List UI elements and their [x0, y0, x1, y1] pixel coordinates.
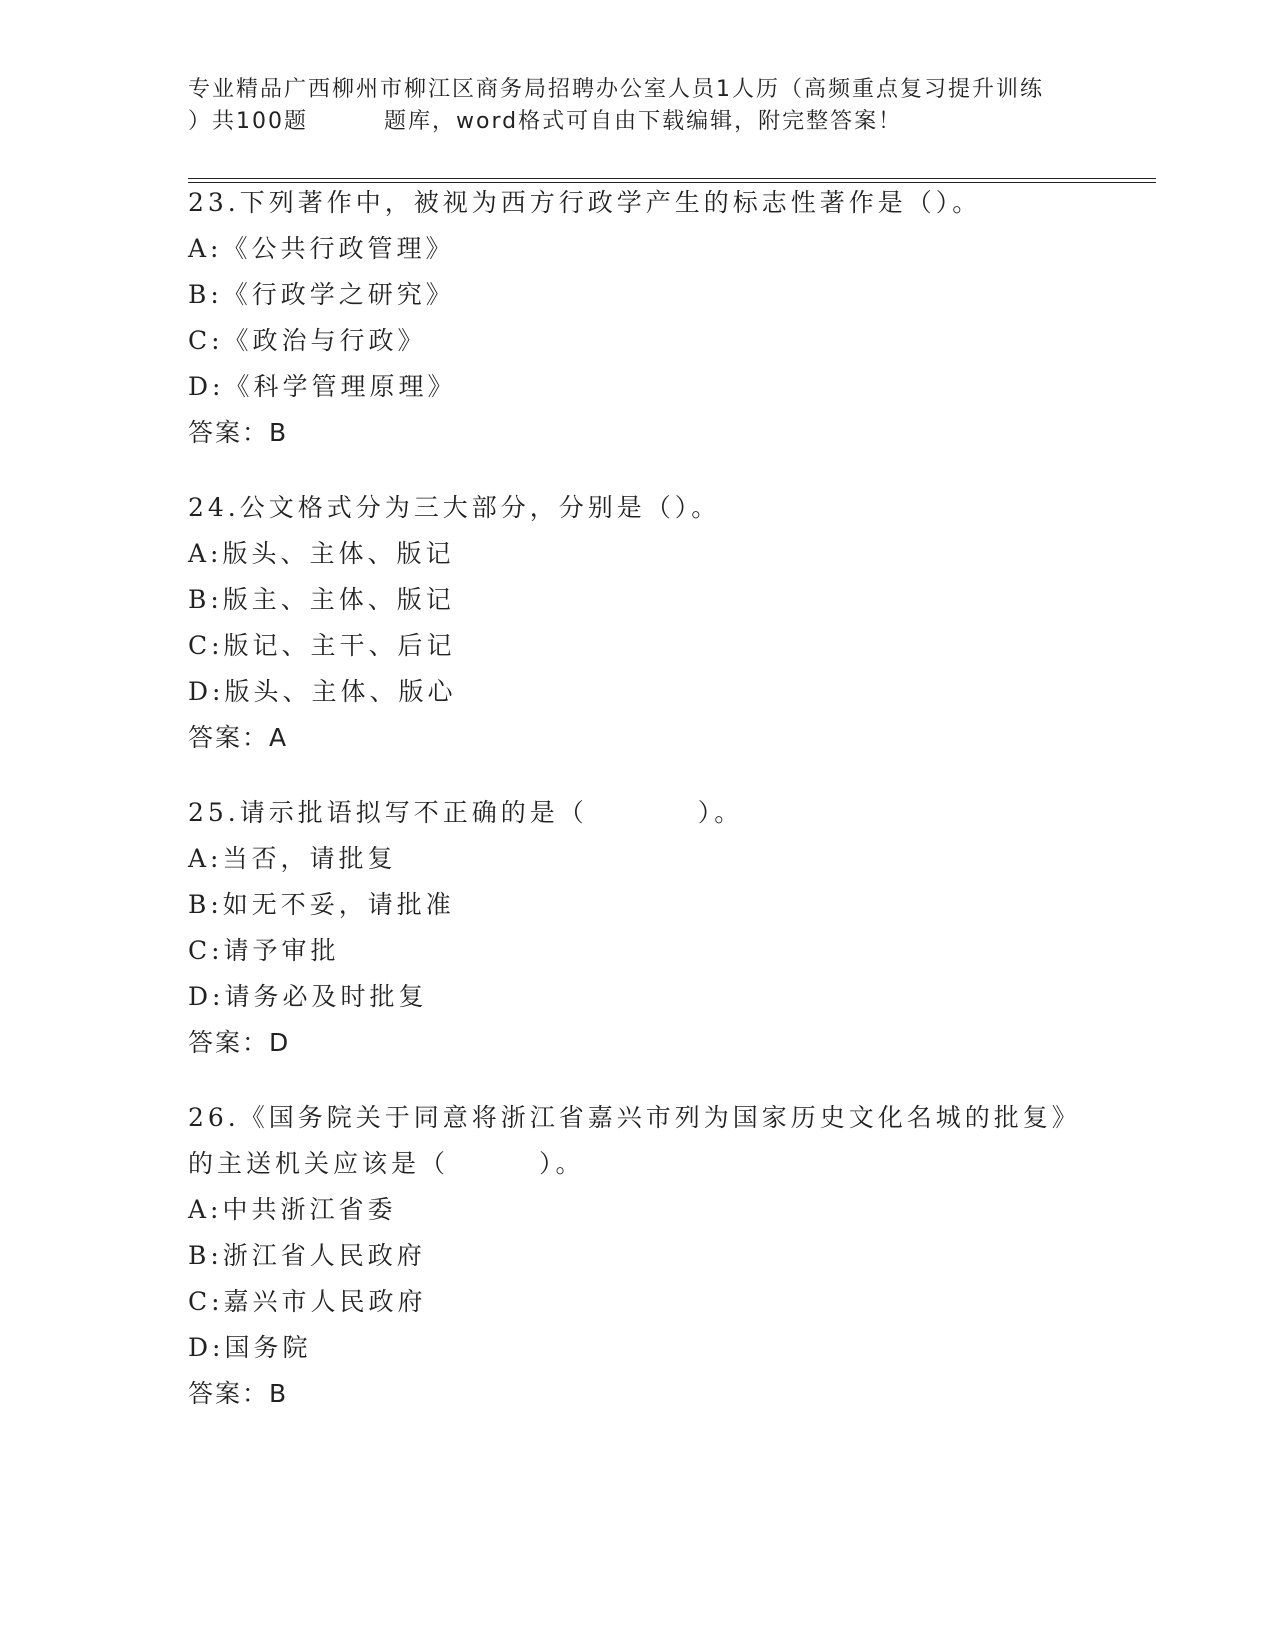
- option-d: D:请务必及时批复: [188, 982, 428, 1011]
- option-c: C:嘉兴市人民政府: [188, 1287, 427, 1316]
- header-line-2-part-a: ）共100题: [188, 109, 308, 134]
- option-b: B:如无不妥，请批准: [188, 890, 455, 919]
- document-page: [188, 0, 1156, 1650]
- option-a: A:中共浙江省委: [188, 1195, 397, 1224]
- question-stem-part-a: 的主送机关应该是（: [188, 1149, 450, 1178]
- header-line-1: 专业精品广西柳州市柳江区商务局招聘办公室人员1人历（高频重点复习提升训练: [188, 77, 1044, 102]
- question-stem: 23.下列著作中，被视为西方行政学产生的标志性著作是（）。: [188, 188, 982, 217]
- answer-label: 答案：D: [188, 1028, 291, 1057]
- header-line-2: [188, 106, 1108, 138]
- answer-label: 答案：B: [188, 418, 289, 447]
- option-c: C:请予审批: [188, 936, 340, 965]
- question-stem: [188, 790, 1088, 836]
- option-d: D:《科学管理原理》: [188, 372, 457, 401]
- option-a: A:《公共行政管理》: [188, 234, 455, 263]
- question-stem-part-b: ）。: [697, 798, 744, 827]
- question-stem: 24.公文格式分为三大部分，分别是（）。: [188, 493, 721, 522]
- option-a: A:当否，请批复: [188, 844, 397, 873]
- question-24: [188, 485, 1088, 761]
- answer-label: 答案：A: [188, 723, 289, 752]
- option-b: B:版主、主体、版记: [188, 585, 455, 614]
- question-stem-part-b: ）。: [539, 1149, 585, 1178]
- question-stem-part-a: 25.请示批语拟写不正确的是（: [188, 798, 588, 827]
- option-c: C:版记、主干、后记: [188, 631, 456, 660]
- option-d: D:版头、主体、版心: [188, 677, 457, 706]
- question-23: [188, 180, 1088, 456]
- answer-label: 答案：B: [188, 1379, 289, 1408]
- question-26: [188, 1095, 1088, 1417]
- option-d: D:国务院: [188, 1333, 312, 1362]
- option-a: A:版头、主体、版记: [188, 539, 455, 568]
- option-c: C:《政治与行政》: [188, 326, 427, 355]
- document-header: [188, 74, 1108, 138]
- question-stem-line-1: 26.《国务院关于同意将浙江省嘉兴市列为国家历史文化名城的批复》: [188, 1103, 1081, 1132]
- question-stem-line-2: [188, 1141, 1088, 1187]
- question-25: [188, 790, 1088, 1066]
- option-b: B:《行政学之研究》: [188, 280, 455, 309]
- header-line-2-part-b: 题库，word格式可自由下载编辑，附完整答案！: [384, 109, 903, 134]
- option-b: B:浙江省人民政府: [188, 1241, 426, 1270]
